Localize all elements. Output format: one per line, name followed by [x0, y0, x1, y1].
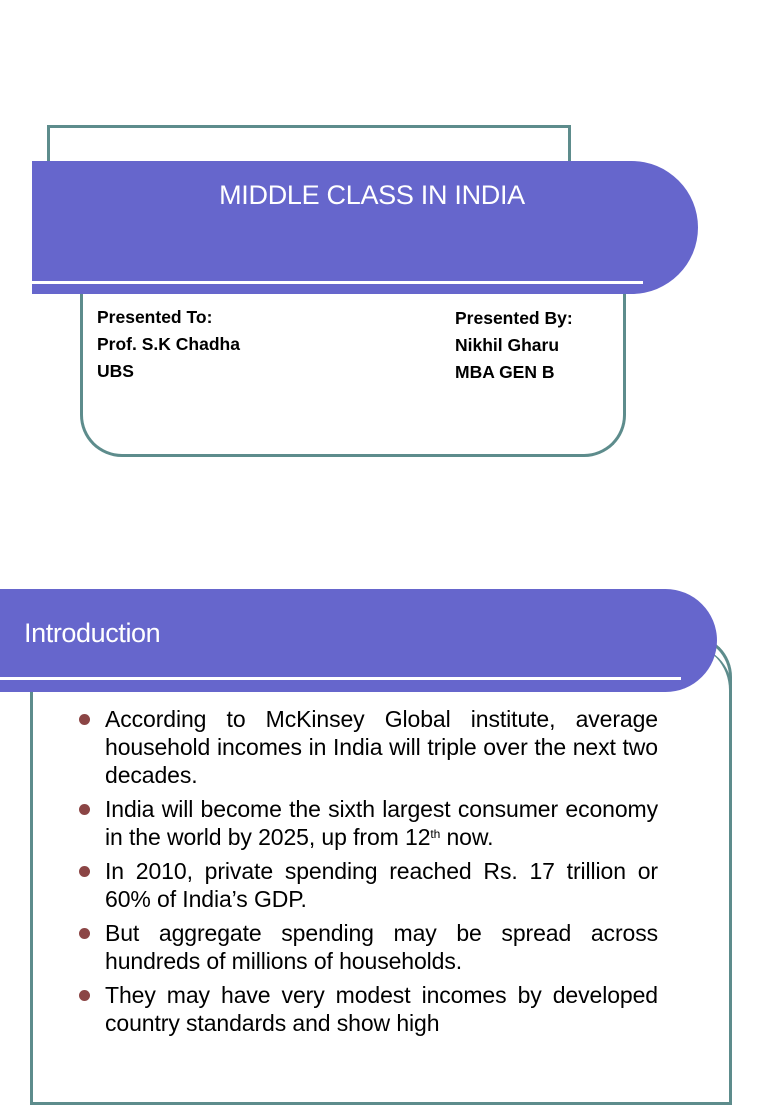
presented-by-heading: Presented By: [455, 308, 573, 328]
bullet-text: But aggregate spending may be spread across hundreds of millions of households. [105, 920, 658, 974]
list-item [76, 857, 658, 913]
bullet-icon [79, 866, 90, 877]
list-item [76, 981, 658, 1037]
presented-to-org: UBS [97, 361, 134, 381]
bullet-text: In 2010, private spending reached Rs. 17 trillion or 60% of India’s GDP. [105, 858, 658, 912]
heading-band-divider [0, 677, 681, 680]
bullet-icon [79, 990, 90, 1001]
title-band-divider [32, 281, 643, 284]
title-slide [0, 0, 768, 540]
presented-by-name: Nikhil Gharu [455, 335, 560, 355]
superscript-th: th [430, 827, 441, 841]
presented-by-block [455, 305, 573, 386]
bullet-text: They may have very modest incomes by developed country standards and show high [105, 982, 658, 1036]
presented-by-org: MBA GEN B [455, 362, 555, 382]
bullet-text-tail: now. [440, 824, 494, 850]
section-heading: Introduction [24, 618, 161, 648]
list-item [76, 705, 658, 789]
slide-title: MIDDLE CLASS IN INDIA [219, 180, 525, 210]
bullet-text: According to McKinsey Global institute, average household incomes in India will triple over the next two decades. [105, 706, 658, 788]
list-item [76, 795, 658, 851]
bullet-icon [79, 928, 90, 939]
presented-to-name: Prof. S.K Chadha [97, 334, 240, 354]
bullet-text: India will become the sixth largest consumer economy in the world by 2025, up from 12 [105, 796, 658, 850]
presented-to-block [97, 304, 240, 385]
bullet-list [76, 705, 658, 1043]
bullet-icon [79, 714, 90, 725]
introduction-slide [0, 585, 768, 1036]
list-item [76, 919, 658, 975]
bullet-icon [79, 804, 90, 815]
presented-to-heading: Presented To: [97, 307, 213, 327]
